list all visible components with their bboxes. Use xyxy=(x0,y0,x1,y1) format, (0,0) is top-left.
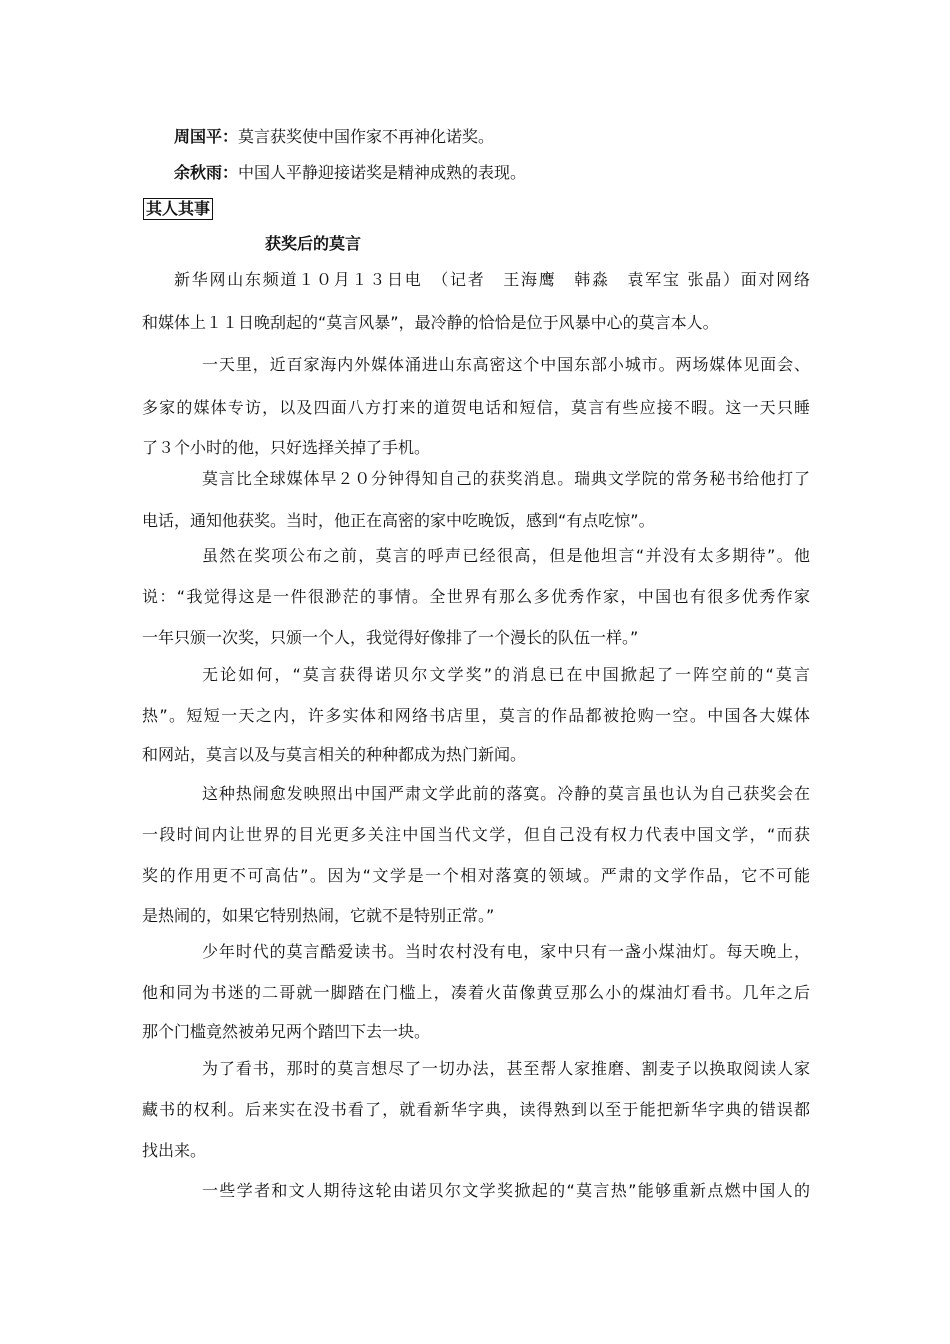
quote-speaker: 余秋雨： xyxy=(174,163,239,182)
paragraph-line: 无论如何，“莫言获得诺贝尔文学奖”的消息已在中国掀起了一阵空前的“莫言 xyxy=(202,665,810,684)
paragraph-line: 热”。短短一天之内，许多实体和网络书店里，莫言的作品都被抢购一空。中国各大媒体 xyxy=(142,706,810,725)
quote-zhou-guoping xyxy=(174,127,494,147)
paragraph-line: 一些学者和文人期待这轮由诺贝尔文学奖掀起的“莫言热”能够重新点燃中国人的 xyxy=(202,1181,810,1200)
paragraph-line: 奖的作用更不可高估”。因为“文学是一个相对落寞的领域。严肃的文学作品，它不可能 xyxy=(142,866,810,885)
paragraph-line: 一段时间内让世界的目光更多关注中国当代文学，但自己没有权力代表中国文学，“而获 xyxy=(142,825,810,844)
article-title: 获奖后的莫言 xyxy=(265,234,362,253)
paragraph-line: 和网站，莫言以及与莫言相关的种种都成为热门新闻。 xyxy=(142,745,527,764)
quote-yu-qiuyu xyxy=(174,163,526,183)
quote-text: 中国人平静迎接诺奖是精神成熟的表现。 xyxy=(238,163,527,182)
paragraph-line: 为了看书，那时的莫言想尽了一切办法，甚至帮人家推磨、割麦子以换取阅读人家 xyxy=(202,1059,810,1078)
paragraph-line: 一年只颁一次奖，只颁一个人，我觉得好像排了一个漫长的队伍一样。” xyxy=(142,628,639,647)
paragraph-line: 一天里，近百家海内外媒体涌进山东高密这个中国东部小城市。两场媒体见面会、 xyxy=(202,355,810,374)
paragraph-line: 说：“我觉得这是一件很渺茫的事情。全世界有那么多优秀作家，中国也有很多优秀作家 xyxy=(142,587,810,606)
paragraph-line: 新华网山东频道１０月１３日电 （记者 王海鹰 韩淼 袁军宝 张晶）面对网络 xyxy=(174,270,810,289)
paragraph-line: 藏书的权利。后来实在没书看了，就看新华字典，读得熟到以至于能把新华字典的错误都 xyxy=(142,1100,810,1119)
paragraph-line: 这种热闹愈发映照出中国严肃文学此前的落寞。冷静的莫言虽也认为自己获奖会在 xyxy=(202,784,810,803)
paragraph-line: 那个门槛竟然被弟兄两个踏凹下去一块。 xyxy=(142,1022,431,1041)
paragraph-line: 和媒体上１１日晚刮起的“莫言风暴”，最冷静的恰恰是位于风暴中心的莫言本人。 xyxy=(142,313,719,332)
section-tag: 其人其事 xyxy=(143,198,213,220)
paragraph-line: 是热闹的，如果它特别热闹，它就不是特别正常。” xyxy=(142,906,495,925)
paragraph-line: 找出来。 xyxy=(142,1141,207,1160)
quote-speaker: 周国平： xyxy=(174,127,239,146)
paragraph-line: 电话，通知他获奖。当时，他正在高密的家中吃晚饭，感到“有点吃惊”。 xyxy=(142,511,655,530)
paragraph-line: 了３个小时的他，只好选择关掉了手机。 xyxy=(142,438,431,457)
quote-text: 莫言获奖使中国作家不再神化诺奖。 xyxy=(238,127,495,146)
paragraph-line: 莫言比全球媒体早２０分钟得知自己的获奖消息。瑞典文学院的常务秘书给他打了 xyxy=(202,469,810,488)
paragraph-line: 虽然在奖项公布之前，莫言的呼声已经很高，但是他坦言“并没有太多期待”。他 xyxy=(202,546,810,565)
paragraph-line: 多家的媒体专访，以及四面八方打来的道贺电话和短信，莫言有些应接不暇。这一天只睡 xyxy=(142,398,810,417)
paragraph-line: 少年时代的莫言酷爱读书。当时农村没有电，家中只有一盏小煤油灯。每天晚上， xyxy=(202,942,810,961)
paragraph-line: 他和同为书迷的二哥就一脚踏在门槛上，凑着火苗像黄豆那么小的煤油灯看书。几年之后 xyxy=(142,983,810,1002)
